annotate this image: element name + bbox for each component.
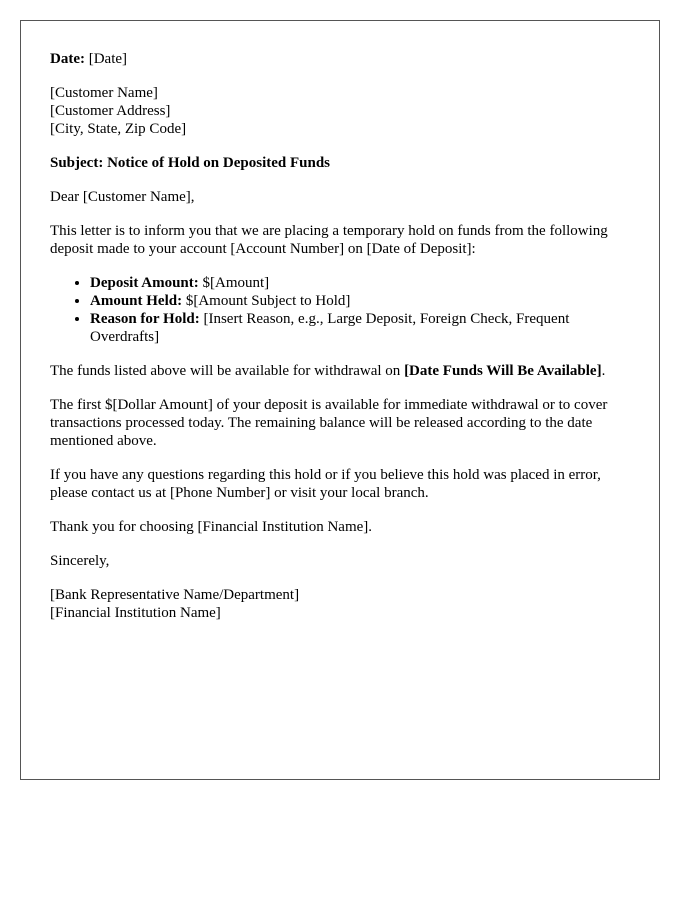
intro-paragraph: This letter is to inform you that we are placing a temporary hold on funds from the following deposit made to your account [Account Number] on [Date of Deposit]: — [50, 223, 608, 257]
list-item-reason-for-hold — [90, 310, 635, 346]
signature-block — [50, 586, 635, 622]
signature-representative: [Bank Representative Name/Department] — [50, 587, 300, 603]
subject-text: Subject: Notice of Hold on Deposited Funds — [50, 155, 331, 171]
salutation: Dear [Customer Name], — [50, 189, 195, 205]
list-item-amount-held — [90, 292, 635, 310]
reason-label: Reason for Hold: — [90, 311, 200, 327]
customer-city-state-zip: [City, State, Zip Code] — [50, 121, 187, 137]
amount-held-label: Amount Held: — [90, 293, 183, 309]
questions-paragraph: If you have any questions regarding this hold or if you believe this hold was placed in error, please contact us at [Phone Number] or visit your local branch. — [50, 467, 601, 501]
deposit-amount-label: Deposit Amount: — [90, 275, 199, 291]
date-line — [50, 50, 635, 68]
date-label: Date: — [50, 51, 85, 67]
availability-paragraph — [50, 362, 635, 380]
amount-held-value: $[Amount Subject to Hold] — [182, 293, 351, 309]
signature-institution: [Financial Institution Name] — [50, 605, 221, 621]
letter-page — [20, 20, 660, 780]
availability-prefix: The funds listed above will be available for withdrawal on — [50, 363, 405, 379]
thanks-paragraph: Thank you for choosing [Financial Institution Name]. — [50, 519, 373, 535]
immediate-availability-paragraph: The first $[Dollar Amount] of your deposit is available for immediate withdrawal or to cover transactions processed today. The remaining balance will be released according to the date mentioned above. — [50, 397, 608, 449]
availability-suffix: . — [601, 363, 606, 379]
customer-name: [Customer Name] — [50, 85, 158, 101]
deposit-amount-value: $[Amount] — [198, 275, 270, 291]
reason-value: [Insert Reason, e.g., Large Deposit, Foreign Check, Frequent Overdrafts] — [90, 311, 570, 345]
deposit-details-list — [50, 274, 635, 346]
availability-date: [Date Funds Will Be Available] — [404, 363, 602, 379]
date-value: [Date] — [84, 51, 128, 67]
closing: Sincerely, — [50, 553, 110, 569]
subject-line — [50, 154, 635, 172]
list-item-deposit-amount — [90, 274, 635, 292]
recipient-address — [50, 84, 635, 138]
letter-body — [50, 50, 635, 638]
customer-address: [Customer Address] — [50, 103, 171, 119]
